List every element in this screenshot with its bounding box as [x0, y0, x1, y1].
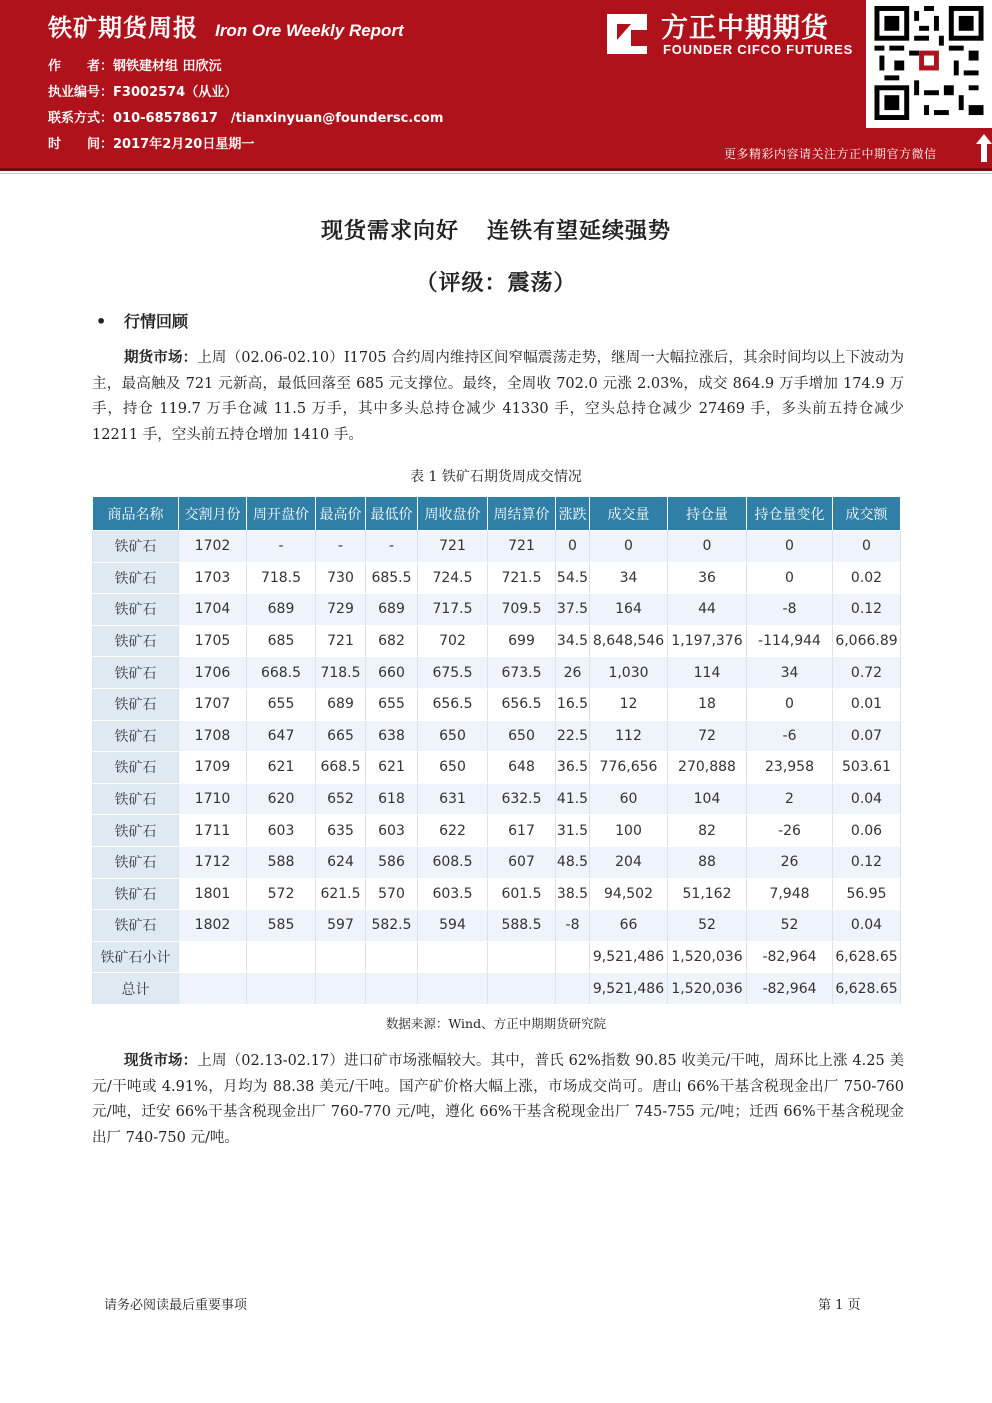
table-header-cell: 涨跌 [556, 497, 590, 531]
contact-value[interactable]: 010-68578617 /tianxinyuan@foundersc.com [113, 111, 444, 126]
table-cell: 164 [590, 594, 668, 626]
table-cell: 48.5 [556, 846, 590, 878]
table-cell: 铁矿石 [93, 752, 179, 784]
spot-market-paragraph [92, 1049, 904, 1151]
table-row [93, 625, 901, 657]
table-cell: 624 [316, 846, 366, 878]
table-cell: 730 [316, 562, 366, 594]
table-cell: 1703 [179, 562, 247, 594]
table-cell: 1705 [179, 625, 247, 657]
table-cell: 618 [366, 783, 418, 815]
table-cell: 621.5 [316, 878, 366, 910]
report-title-cn: 铁矿期货周报 [48, 14, 198, 42]
table-cell: -8 [747, 594, 833, 626]
table-cell: 铁矿石小计 [93, 941, 179, 973]
table-header-cell: 周收盘价 [418, 497, 488, 531]
table-cell: 26 [556, 657, 590, 689]
table-header-row [93, 497, 901, 531]
table-cell [247, 941, 316, 973]
table-cell: 617 [488, 815, 556, 847]
table-cell [179, 973, 247, 1005]
table-cell: 18 [668, 688, 747, 720]
contact-line [48, 107, 443, 126]
table-cell: 8,648,546 [590, 625, 668, 657]
table-cell: 638 [366, 720, 418, 752]
table-cell: 0 [556, 531, 590, 563]
header-divider [0, 168, 992, 171]
table-cell: 铁矿石 [93, 562, 179, 594]
brand-mark-icon [603, 10, 651, 58]
table-cell: 699 [488, 625, 556, 657]
table-cell: 0 [747, 562, 833, 594]
table-cell: 1709 [179, 752, 247, 784]
table-row [93, 815, 901, 847]
table-cell: -82,964 [747, 973, 833, 1005]
table-cell: 689 [247, 594, 316, 626]
table-cell: 114 [668, 657, 747, 689]
table-cell: 23,958 [747, 752, 833, 784]
table-cell: 622 [418, 815, 488, 847]
table-cell: 1711 [179, 815, 247, 847]
table-cell: 1712 [179, 846, 247, 878]
table-cell [247, 973, 316, 1005]
table-cell: 56.95 [833, 878, 901, 910]
table-cell: 1802 [179, 910, 247, 942]
table-cell: 665 [316, 720, 366, 752]
section-bullet: • [96, 312, 107, 331]
table-cell: 652 [316, 783, 366, 815]
table-header-cell: 交割月份 [179, 497, 247, 531]
table-cell: 620 [247, 783, 316, 815]
table-cell: 721 [316, 625, 366, 657]
table-row [93, 878, 901, 910]
table-cell: 铁矿石 [93, 720, 179, 752]
table-row [93, 941, 901, 973]
qr-code-icon [874, 6, 984, 120]
table-cell: 717.5 [418, 594, 488, 626]
table-row [93, 562, 901, 594]
table-cell: 38.5 [556, 878, 590, 910]
table-cell: 铁矿石 [93, 594, 179, 626]
table-header-cell: 成交量 [590, 497, 668, 531]
table-cell: 16.5 [556, 688, 590, 720]
table-cell: 82 [668, 815, 747, 847]
table-cell: 601.5 [488, 878, 556, 910]
table-cell: 41.5 [556, 783, 590, 815]
table-cell: 铁矿石 [93, 625, 179, 657]
table-cell: 270,888 [668, 752, 747, 784]
futures-market-paragraph [92, 346, 904, 448]
table-cell: 0 [747, 688, 833, 720]
table-cell: 0.12 [833, 846, 901, 878]
table-cell: 650 [418, 720, 488, 752]
table-cell: 1708 [179, 720, 247, 752]
futures-market-lead: 期货市场： [124, 350, 198, 366]
futures-market-text: 上周（02.06-02.10）I1705 合约周内维持区间窄幅震荡走势，继周一大幅拉涨后，其余时间均以上下波动为主，最高触及 721 元新高，最低回落至 685 元支撑位。最终，全周收 702.0 元涨 2.03%，成交 864.9 万手增加 174.9 万手，持仓 119.7 万手仓减 11.5 万手，其中多头总持仓减少 41330 手，空头总持仓减少 27469 手，多头前五持仓减少 12211 手，空头前五持仓增加 1410 手。 [92, 350, 905, 443]
table-cell: 608.5 [418, 846, 488, 878]
license-line [48, 81, 237, 100]
table-header-cell: 最低价 [366, 497, 418, 531]
contact-label: 联系方式： [48, 111, 114, 126]
table-cell: 702 [418, 625, 488, 657]
table-cell: 572 [247, 878, 316, 910]
table-cell: 铁矿石 [93, 531, 179, 563]
brand-name-cn: 方正中期期货 [661, 13, 829, 44]
table-cell: 776,656 [590, 752, 668, 784]
table-cell: 9,521,486 [590, 973, 668, 1005]
article-title-part2: 连铁有望延续强势 [487, 219, 672, 244]
table-cell: 0.02 [833, 562, 901, 594]
table-cell: -8 [556, 910, 590, 942]
table-cell: 铁矿石 [93, 878, 179, 910]
table-cell: 718.5 [247, 562, 316, 594]
table-cell: 0.07 [833, 720, 901, 752]
table-cell: 0 [590, 531, 668, 563]
table-cell: 597 [316, 910, 366, 942]
table-cell: 34 [590, 562, 668, 594]
header-divider-thin [0, 173, 992, 174]
table-cell: 72 [668, 720, 747, 752]
table-cell: 0.12 [833, 594, 901, 626]
author-value: 钢铁建材组 田欣沅 [113, 59, 222, 74]
table-cell: 656.5 [418, 688, 488, 720]
table-cell: 6,066.89 [833, 625, 901, 657]
table-cell: 0.04 [833, 910, 901, 942]
table-cell: 631 [418, 783, 488, 815]
table-cell: 36 [668, 562, 747, 594]
footer-disclaimer: 请务必阅读最后重要事项 [104, 1298, 248, 1313]
table-cell [366, 941, 418, 973]
table-cell: 1706 [179, 657, 247, 689]
table-cell: 6,628.65 [833, 941, 901, 973]
table-row [93, 783, 901, 815]
table-cell [316, 973, 366, 1005]
table-cell: 12 [590, 688, 668, 720]
table-caption: 表 1 铁矿石期货周成交情况 [410, 469, 582, 485]
table-cell [556, 973, 590, 1005]
table-cell: 682 [366, 625, 418, 657]
spot-market-text: 上周（02.13-02.17）进口矿市场涨幅较大。其中，普氏 62%指数 90.85 收美元/干吨，周环比上涨 4.25 美元/干吨或 4.91%，月均为 88.38 美元/干吨。国产矿价格大幅上涨，市场成交尚可。唐山 66%干基含税现金出厂 750-760 元/吨，迁安 66%干基含税现金出厂 760-770 元/吨，遵化 66%干基含税现金出厂 745-755 元/吨；迁西 66%干基含税现金出厂 740-750 元/吨。 [92, 1053, 905, 1146]
table-cell: - [366, 531, 418, 563]
table-cell: 594 [418, 910, 488, 942]
table-cell: 总计 [93, 973, 179, 1005]
table-cell: 668.5 [247, 657, 316, 689]
table-cell: 585 [247, 910, 316, 942]
table-cell: 709.5 [488, 594, 556, 626]
table-cell: 1707 [179, 688, 247, 720]
table-cell: 603.5 [418, 878, 488, 910]
table-cell: 655 [366, 688, 418, 720]
table-cell: -114,944 [747, 625, 833, 657]
table-cell: 0.01 [833, 688, 901, 720]
table-cell: 94,502 [590, 878, 668, 910]
table-cell: -82,964 [747, 941, 833, 973]
follow-wechat-text: 更多精彩内容请关注方正中期官方微信 [724, 147, 937, 161]
table-row [93, 657, 901, 689]
table-header-cell: 最高价 [316, 497, 366, 531]
brand-name-en: FOUNDER CIFCO FUTURES [663, 42, 854, 57]
table-cell: 635 [316, 815, 366, 847]
table-cell: 586 [366, 846, 418, 878]
table-cell: 51,162 [668, 878, 747, 910]
table-header-cell: 周开盘价 [247, 497, 316, 531]
section-heading [96, 309, 188, 332]
table-row [93, 752, 901, 784]
report-header [0, 0, 992, 168]
table-cell: 0 [747, 531, 833, 563]
table-cell: 0 [668, 531, 747, 563]
table-cell: 650 [488, 720, 556, 752]
table-cell [488, 941, 556, 973]
table-cell: 34 [747, 657, 833, 689]
table-header-cell: 周结算价 [488, 497, 556, 531]
table-cell: 26 [747, 846, 833, 878]
table-cell: 22.5 [556, 720, 590, 752]
table-cell: 588.5 [488, 910, 556, 942]
table-header-cell: 成交额 [833, 497, 901, 531]
table-cell: 52 [668, 910, 747, 942]
table-cell [179, 941, 247, 973]
table-cell: 603 [366, 815, 418, 847]
futures-weekly-table [92, 496, 901, 1005]
brand-logo [603, 6, 863, 62]
spot-market-lead: 现货市场： [124, 1053, 198, 1069]
table-row [93, 846, 901, 878]
table-cell: 112 [590, 720, 668, 752]
table-cell: 34.5 [556, 625, 590, 657]
table-row [93, 720, 901, 752]
table-row [93, 910, 901, 942]
table-cell: 655 [247, 688, 316, 720]
table-cell: 689 [366, 594, 418, 626]
table-cell: 铁矿石 [93, 783, 179, 815]
table-cell: 721.5 [488, 562, 556, 594]
table-cell: 718.5 [316, 657, 366, 689]
table-cell: 1,030 [590, 657, 668, 689]
author-line [48, 55, 222, 74]
article-title-part1: 现货需求向好 [320, 219, 459, 244]
table-cell [488, 973, 556, 1005]
table-cell: 204 [590, 846, 668, 878]
table-cell: -6 [747, 720, 833, 752]
table-cell: 37.5 [556, 594, 590, 626]
table-cell: 1801 [179, 878, 247, 910]
table-cell: 0.72 [833, 657, 901, 689]
table-cell: 621 [366, 752, 418, 784]
table-cell: 66 [590, 910, 668, 942]
table-header-cell: 商品名称 [93, 497, 179, 531]
table-cell: 100 [590, 815, 668, 847]
section-title: 行情回顾 [124, 312, 189, 331]
table-cell: 88 [668, 846, 747, 878]
table-cell: 647 [247, 720, 316, 752]
rating-label: （评级：震荡） [415, 271, 577, 296]
report-title-row [48, 8, 404, 43]
table-cell: 1,520,036 [668, 941, 747, 973]
date-label: 时 间： [48, 137, 114, 152]
table-cell: 0.04 [833, 783, 901, 815]
table-cell: 729 [316, 594, 366, 626]
table-cell: 铁矿石 [93, 688, 179, 720]
table-cell: 铁矿石 [93, 815, 179, 847]
table-cell: 656.5 [488, 688, 556, 720]
article-title [0, 214, 992, 245]
table-cell: 603 [247, 815, 316, 847]
table-row [93, 973, 901, 1005]
table-cell [366, 973, 418, 1005]
table-cell: 570 [366, 878, 418, 910]
date-value: 2017年2月20日星期一 [113, 137, 255, 152]
table-row [93, 688, 901, 720]
table-header-cell: 持仓量变化 [747, 497, 833, 531]
table-cell: 721 [488, 531, 556, 563]
table-cell: 503.61 [833, 752, 901, 784]
table-header-cell: 持仓量 [668, 497, 747, 531]
report-title-en: Iron Ore Weekly Report [215, 21, 404, 40]
table-cell: 0 [833, 531, 901, 563]
table-cell: 1704 [179, 594, 247, 626]
table-cell: 铁矿石 [93, 846, 179, 878]
table-cell: -26 [747, 815, 833, 847]
table-cell [316, 941, 366, 973]
table-cell: 1710 [179, 783, 247, 815]
table-cell: 582.5 [366, 910, 418, 942]
table-row [93, 531, 901, 563]
data-source-note: 数据来源：Wind、方正中期期货研究院 [385, 1016, 607, 1031]
table-cell: 1,520,036 [668, 973, 747, 1005]
table-cell [556, 941, 590, 973]
table-cell [418, 973, 488, 1005]
table-cell: 0.06 [833, 815, 901, 847]
author-label: 作 者： [48, 59, 114, 74]
table-cell: 52 [747, 910, 833, 942]
table-row [93, 594, 901, 626]
table-cell: 621 [247, 752, 316, 784]
up-arrow-icon [976, 134, 992, 162]
table-cell: 9,521,486 [590, 941, 668, 973]
page-number: 第 1 页 [818, 1298, 861, 1313]
table-cell: 铁矿石 [93, 657, 179, 689]
table-cell: 6,628.65 [833, 973, 901, 1005]
date-line [48, 133, 254, 152]
table-cell: 685 [247, 625, 316, 657]
table-cell: 685.5 [366, 562, 418, 594]
table-cell: - [247, 531, 316, 563]
table-cell: 660 [366, 657, 418, 689]
table-cell: 104 [668, 783, 747, 815]
table-cell: 632.5 [488, 783, 556, 815]
table-cell: 724.5 [418, 562, 488, 594]
table-cell: 54.5 [556, 562, 590, 594]
table-cell: 1,197,376 [668, 625, 747, 657]
table-cell: 607 [488, 846, 556, 878]
license-value: F3002574（从业） [113, 85, 238, 100]
table-cell: 588 [247, 846, 316, 878]
table-cell: 1702 [179, 531, 247, 563]
license-label: 执业编号： [48, 85, 114, 100]
table-cell: 60 [590, 783, 668, 815]
table-cell: 648 [488, 752, 556, 784]
table-cell: 650 [418, 752, 488, 784]
table-cell: 689 [316, 688, 366, 720]
table-cell: 36.5 [556, 752, 590, 784]
table-cell: 铁矿石 [93, 910, 179, 942]
wechat-qr-code [866, 0, 992, 128]
table-cell: - [316, 531, 366, 563]
table-cell: 31.5 [556, 815, 590, 847]
table-cell [418, 941, 488, 973]
table-cell: 668.5 [316, 752, 366, 784]
table-cell: 721 [418, 531, 488, 563]
table-cell: 2 [747, 783, 833, 815]
table-cell: 673.5 [488, 657, 556, 689]
table-cell: 7,948 [747, 878, 833, 910]
table-cell: 675.5 [418, 657, 488, 689]
table-cell: 44 [668, 594, 747, 626]
